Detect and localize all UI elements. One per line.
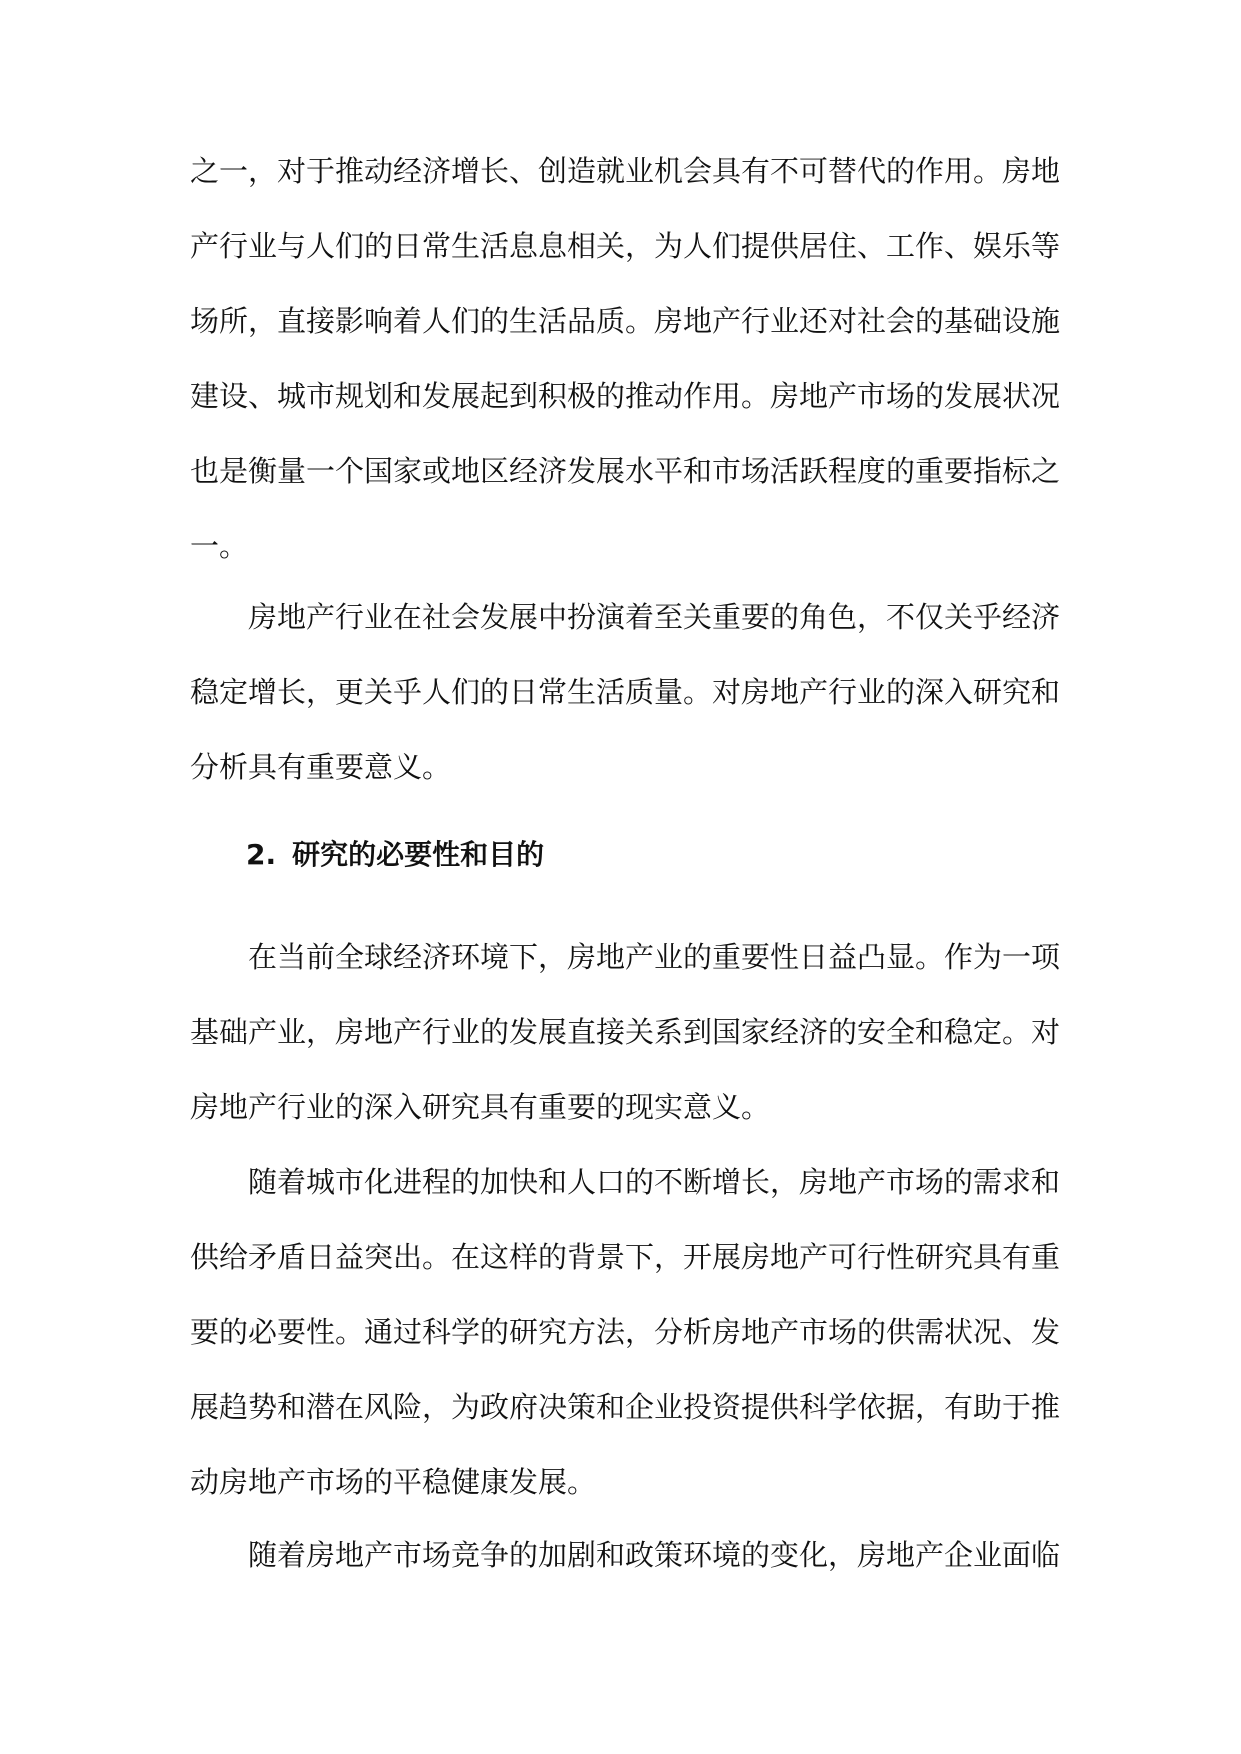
section-heading	[246, 835, 544, 875]
section-number: 2.	[246, 838, 277, 871]
paragraph-industry-role: 房地产行业在社会发展中扮演着至关重要的角色，不仅关乎经济稳定增长，更关乎人们的日常生活质量。对房地产行业的深入研究和分析具有重要意义。	[190, 600, 1061, 784]
section-title: 研究的必要性和目的	[292, 838, 545, 871]
paragraph-competition: 随着房地产市场竞争的加剧和政策环境的变化，房地产企业面临	[248, 1538, 1061, 1572]
paragraph-continuation: 之一，对于推动经济增长、创造就业机会具有不可替代的作用。房地产行业与人们的日常生活息息相关，为人们提供居住、工作、娱乐等场所，直接影响着人们的生活品质。房地产行业还对社会的基础设施建设、城市规划和发展起到积极的推动作用。房地产市场的发展状况也是衡量一个国家或地区经济发展水平和市场活跃程度的重要指标之一。	[190, 154, 1061, 563]
paragraph-urbanization: 随着城市化进程的加快和人口的不断增长，房地产市场的需求和供给矛盾日益突出。在这样的背景下，开展房地产可行性研究具有重要的必要性。通过科学的研究方法，分析房地产市场的供需状况、发展趋势和潜在风险，为政府决策和企业投资提供科学依据，有助于推动房地产市场的平稳健康发展。	[190, 1165, 1061, 1499]
paragraph-global-economy: 在当前全球经济环境下，房地产业的重要性日益凸显。作为一项基础产业，房地产行业的发展直接关系到国家经济的安全和稳定。对房地产行业的深入研究具有重要的现实意义。	[190, 940, 1061, 1124]
